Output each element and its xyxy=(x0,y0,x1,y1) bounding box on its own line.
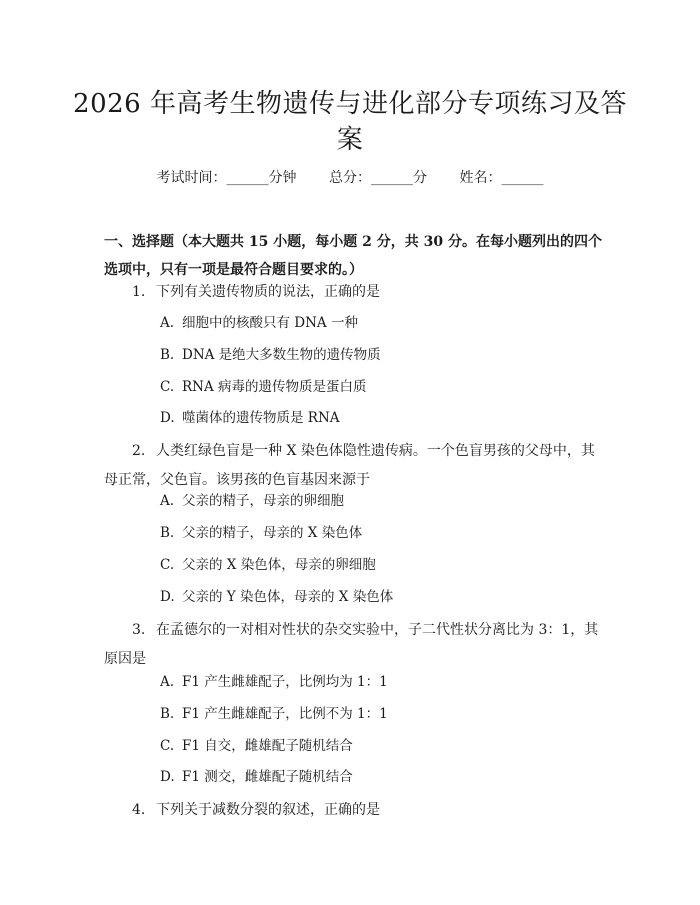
question-4 xyxy=(104,796,604,825)
option-text: 噬菌体的遗传物质是 RNA xyxy=(182,410,340,426)
question-number: 3. xyxy=(132,622,146,638)
option-c xyxy=(160,736,353,756)
option-c xyxy=(160,555,376,575)
option-text: F1 测交，雌雄配子随机结合 xyxy=(182,769,353,785)
question-number: 4. xyxy=(132,802,146,818)
option-letter: B. xyxy=(160,706,175,722)
option-d xyxy=(160,408,340,428)
question-text: 下列关于减数分裂的叙述，正确的是 xyxy=(156,802,380,818)
option-c xyxy=(160,377,367,397)
option-d xyxy=(160,587,393,607)
option-b xyxy=(160,345,381,365)
question-text: 在孟德尔的一对相对性状的杂交实验中，子二代性状分离比为 3：1，其原因是 xyxy=(104,622,599,667)
option-text: F1 产生雌雄配子，比例均为 1：1 xyxy=(182,674,388,690)
question-2 xyxy=(104,437,604,495)
exam-time: 考试时间：______分钟 xyxy=(156,170,297,186)
option-text: F1 产生雌雄配子，比例不为 1：1 xyxy=(182,706,388,722)
option-text: 父亲的精子，母亲的 X 染色体 xyxy=(182,525,363,541)
option-a xyxy=(160,672,388,692)
option-letter: D. xyxy=(160,410,175,426)
section-heading: 一、选择题（本大题共 15 小题，每小题 2 分，共 30 分。在每小题列出的四个选项中，只有一项是最符合题目要求的。） xyxy=(104,234,602,278)
option-b xyxy=(160,523,362,543)
document-title: 2026 年高考生物遗传与进化部分专项练习及答案 xyxy=(73,89,627,155)
option-text: RNA 病毒的遗传物质是蛋白质 xyxy=(182,379,367,395)
option-letter: D. xyxy=(160,589,175,605)
option-a xyxy=(160,491,344,511)
option-letter: B. xyxy=(160,347,175,363)
option-text: 父亲的精子，母亲的卵细胞 xyxy=(182,493,344,509)
student-name: 姓名：______ xyxy=(459,170,544,186)
option-letter: A. xyxy=(160,674,175,690)
question-text: 下列有关遗传物质的说法，正确的是 xyxy=(156,284,380,300)
option-letter: C. xyxy=(160,379,175,395)
exam-meta xyxy=(0,168,700,188)
option-letter: A. xyxy=(160,493,175,509)
option-text: DNA 是绝大多数生物的遗传物质 xyxy=(182,347,381,363)
question-1 xyxy=(104,278,604,307)
option-b xyxy=(160,704,388,724)
question-text: 人类红绿色盲是一种 X 染色体隐性遗传病。一个色盲男孩的父母中，其母正常，父色盲。该男孩的色盲基因来源于 xyxy=(104,443,595,488)
option-text: 细胞中的核酸只有 DNA 一种 xyxy=(182,315,358,331)
option-letter: D. xyxy=(160,769,175,785)
question-number: 1. xyxy=(132,284,146,300)
question-3 xyxy=(104,616,604,674)
option-letter: A. xyxy=(160,315,175,331)
option-letter: B. xyxy=(160,525,175,541)
option-text: 父亲的 Y 染色体，母亲的 X 染色体 xyxy=(182,589,394,605)
option-text: F1 自交，雌雄配子随机结合 xyxy=(182,738,353,754)
option-text: 父亲的 X 染色体，母亲的卵细胞 xyxy=(182,557,376,573)
total-score: 总分：______分 xyxy=(329,170,427,186)
question-number: 2. xyxy=(132,443,146,459)
option-a xyxy=(160,313,358,333)
option-d xyxy=(160,767,353,787)
option-letter: C. xyxy=(160,557,175,573)
option-letter: C. xyxy=(160,738,175,754)
